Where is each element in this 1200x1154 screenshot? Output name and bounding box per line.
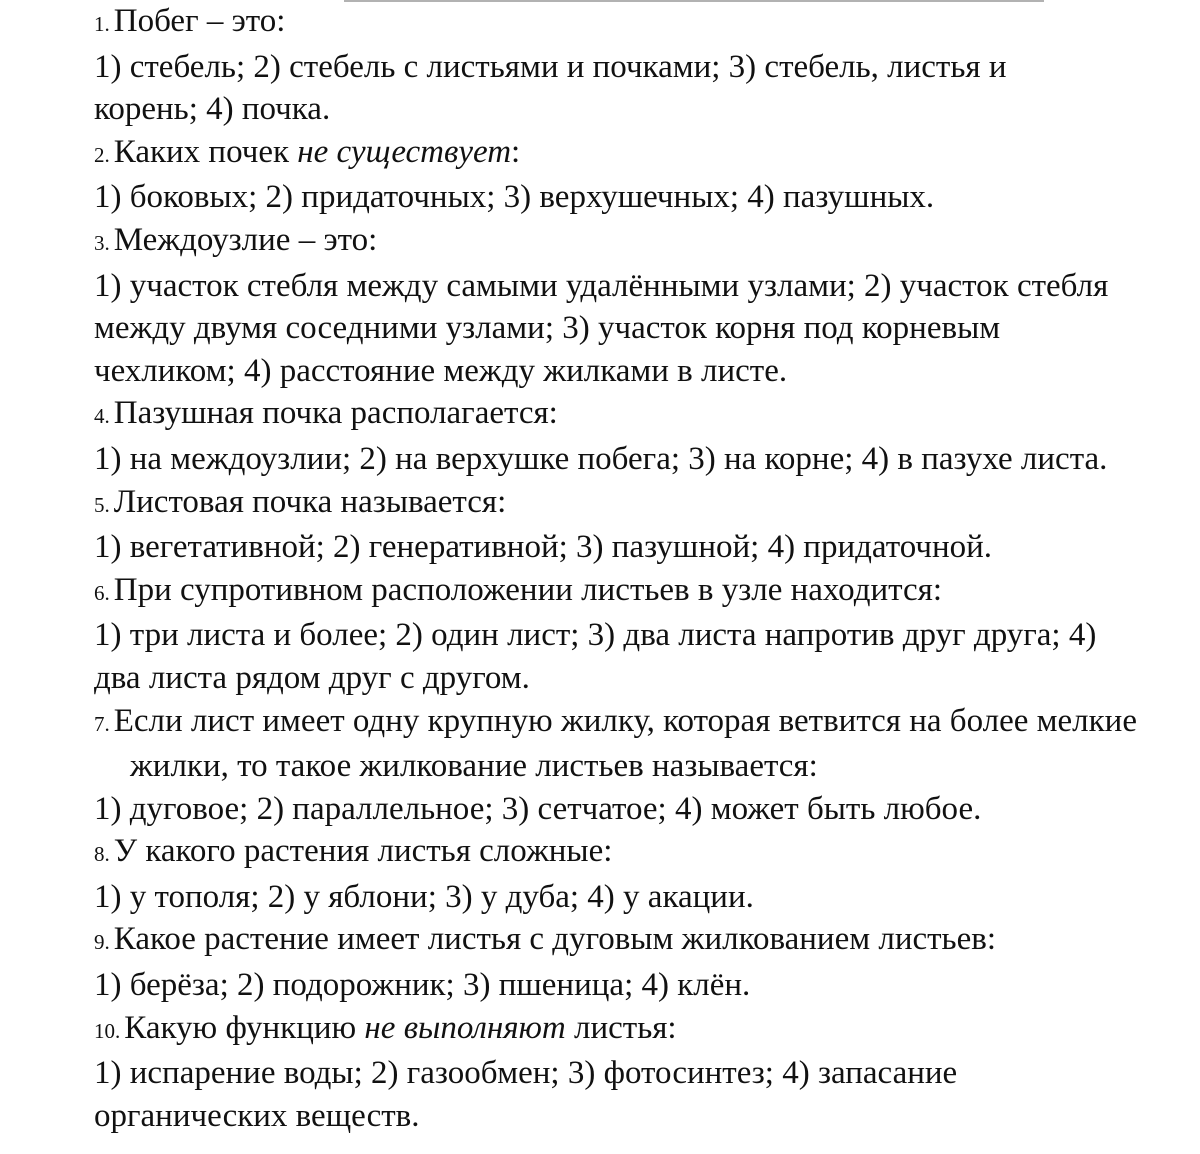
question-9 — [94, 918, 1174, 964]
question-1 — [94, 0, 1174, 46]
question-stem: Междоузлие – это: — [113, 221, 378, 258]
worksheet — [94, 0, 1174, 1137]
answer-options-6: 1) три листа и более; 2) один лист; 3) два листа напротив друг друга; 4) два листа рядом друг с другом. — [94, 617, 1097, 696]
answer-options-8: 1) у тополя; 2) у яблони; 3) у дуба; 4) у акации. — [94, 878, 754, 915]
question-number: 1. — [94, 12, 110, 36]
question-stem-end: : — [511, 133, 521, 170]
answer-options-2: 1) боковых; 2) придаточных; 3) верхушечных; 4) пазушных. — [94, 179, 935, 216]
question-number: 7. — [94, 711, 110, 736]
question-5 — [94, 481, 1174, 527]
question-10 — [94, 1007, 1174, 1053]
answer-options-1: 1) стебель; 2) стебель с листьями и почками; 3) стебель, листья и корень; 4) почка. — [94, 48, 1007, 128]
question-number: 8. — [94, 842, 110, 867]
question-stem: Каких почек — [113, 133, 298, 170]
question-stem: Если лист имеет одну крупную жилку, которая ветвится на более мелкие жилки, то такое жилкование листьев называется: — [113, 702, 1137, 785]
question-stem: Листовая почка называется: — [113, 483, 507, 520]
question-stem: Побег – это: — [113, 3, 286, 39]
question-6 — [94, 569, 1174, 615]
question-number: 2. — [94, 142, 110, 167]
question-stem: Какую функцию — [124, 1009, 365, 1046]
question-stem: Какое растение имеет листья с дуговым жилкованием листьев: — [113, 921, 997, 958]
question-stem: Пазушная почка располагается: — [113, 395, 558, 432]
question-number: 6. — [94, 580, 110, 605]
answer-options-10: 1) испарение воды; 2) газообмен; 3) фотосинтез; 4) запасание органических веществ. — [94, 1055, 958, 1134]
question-number: 9. — [94, 930, 110, 955]
question-7 — [94, 700, 1174, 788]
question-number: 5. — [94, 492, 110, 517]
question-number: 3. — [94, 230, 110, 255]
question-stem-emphasis: не существует — [297, 133, 512, 170]
question-stem: У какого растения листья сложные: — [113, 833, 613, 870]
cut-off-top-line — [344, 0, 1044, 2]
question-3 — [94, 219, 1174, 265]
question-2 — [94, 131, 1174, 177]
question-number: 10. — [94, 1018, 121, 1043]
answer-options-3: 1) участок стебля между самыми удалёнными узлами; 2) участок стебля между двумя соседними узлами; 3) участок корня под корневым чехликом; 4) расстояние между жилками в листе. — [94, 267, 1109, 389]
answer-options-4: 1) на междоузлии; 2) на верхушке побега; 3) на корне; 4) в пазухе листа. — [94, 440, 1108, 477]
question-stem-end: листья: — [565, 1009, 677, 1046]
answer-options-5: 1) вегетативной; 2) генеративной; 3) пазушной; 4) придаточной. — [94, 529, 993, 566]
question-stem-emphasis: не выполняют — [364, 1009, 566, 1046]
question-number: 4. — [94, 404, 110, 429]
answer-options-7: 1) дуговое; 2) параллельное; 3) сетчатое; 4) может быть любое. — [94, 790, 982, 827]
question-8 — [94, 830, 1174, 876]
question-stem: При супротивном расположении листьев в узле находится: — [113, 571, 942, 608]
question-4 — [94, 392, 1174, 438]
answer-options-9: 1) берёза; 2) подорожник; 3) пшеница; 4) клён. — [94, 967, 751, 1004]
